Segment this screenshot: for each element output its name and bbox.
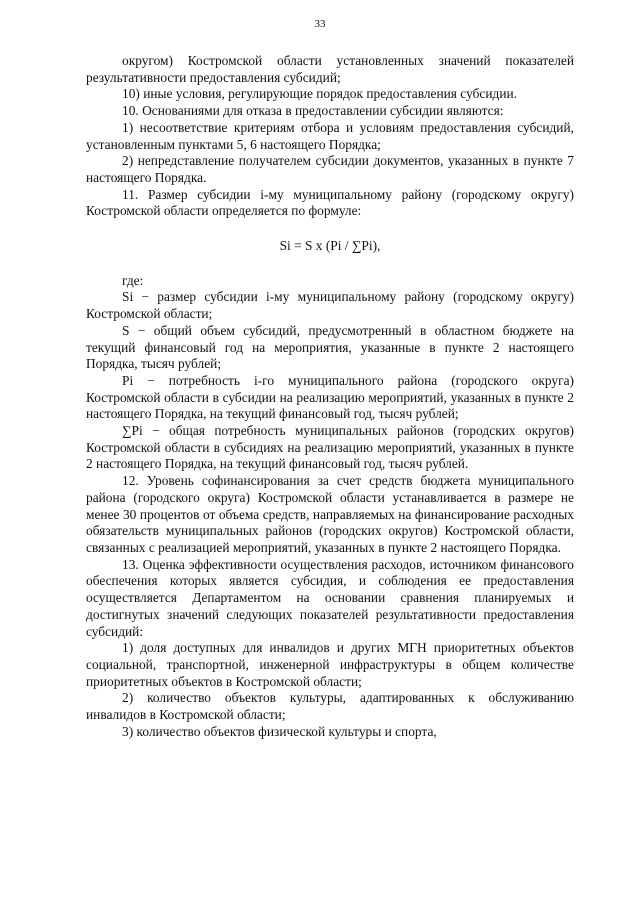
paragraph-section-11: 11. Размер субсидии i-му муниципальному району (городскому округу) Костромской области определяется по формуле: [86, 186, 574, 219]
page-number: 33 [314, 18, 326, 30]
indicator-1: 1) доля доступных для инвалидов и других МГН приоритетных объектов социальной, транспортной, инженерной инфраструктуры в общем количестве приоритетных объектов в Костромской области; [86, 640, 574, 689]
indicator-3: 3) количество объектов физической культуры и спорта, [122, 723, 437, 739]
definition-si: Si − размер субсидии i-му муниципальному району (городскому округу) Костромской области; [86, 289, 574, 322]
paragraph-item-10: 10) иные условия, регулирующие порядок предоставления субсидии. [122, 86, 518, 102]
definition-sum-pi: ∑Pi − общая потребность муниципальных районов (городских округов) Костромской области в субсидиях на реализацию мероприятий, указанных в пункте 2 настоящего Порядка, на текущий финансовый год, тысяч рублей. [86, 423, 574, 472]
document-body [86, 53, 574, 740]
paragraph-continuation: округом) Костромской области установленных значений показателей результативности предоставления субсидий; [86, 53, 574, 85]
definition-pi: Pi − потребность i-го муниципального района (городского округа) Костромской области в субсидии на реализацию мероприятий, указанных в пункте 2 настоящего Порядка, на текущий финансовый год, тысяч рублей; [86, 372, 574, 422]
paragraph-refusal-2: 2) непредставление получателем субсидии документов, указанных в пункте 7 настоящего Порядка. [86, 153, 574, 185]
definition-s: S − общий объем субсидий, предусмотренный в областном бюджете на текущий финансовый год на мероприятия, указанные в пункте 2 настоящего Порядка, тысяч рублей; [86, 322, 574, 372]
paragraph-where: где: [122, 272, 144, 288]
paragraph-refusal-1: 1) несоответствие критериям отбора и условиям предоставления субсидий, установленным пунктами 5, 6 настоящего Порядка; [86, 119, 574, 152]
paragraph-section-10: 10. Основаниями для отказа в предоставлении субсидии являются: [122, 103, 504, 119]
subsidy-formula: Si = S x (Pi / ∑Pi), [279, 238, 381, 254]
paragraph-section-12: 12. Уровень софинансирования за счет средств бюджета муниципального района (городского округа) Костромской области устанавливается в размере не менее 30 процентов от объема средств, направляемых на финансирование расходных обязательств муниципальных районов (городских округов) Костромской области, связанных с реализацией мероприятий, указанных в пункте 2 настоящего Порядка. [86, 473, 574, 555]
indicator-2: 2) количество объектов культуры, адаптированных к обслуживанию инвалидов в Костромской области; [86, 690, 574, 723]
paragraph-section-13: 13. Оценка эффективности осуществления расходов, источником финансового обеспечения которых является субсидия, и соблюдения ее предоставления осуществляется Департаментом на основании сравнения планируемых и достигнутых значений следующих показателей результативности предоставления субсидий: [86, 556, 574, 639]
